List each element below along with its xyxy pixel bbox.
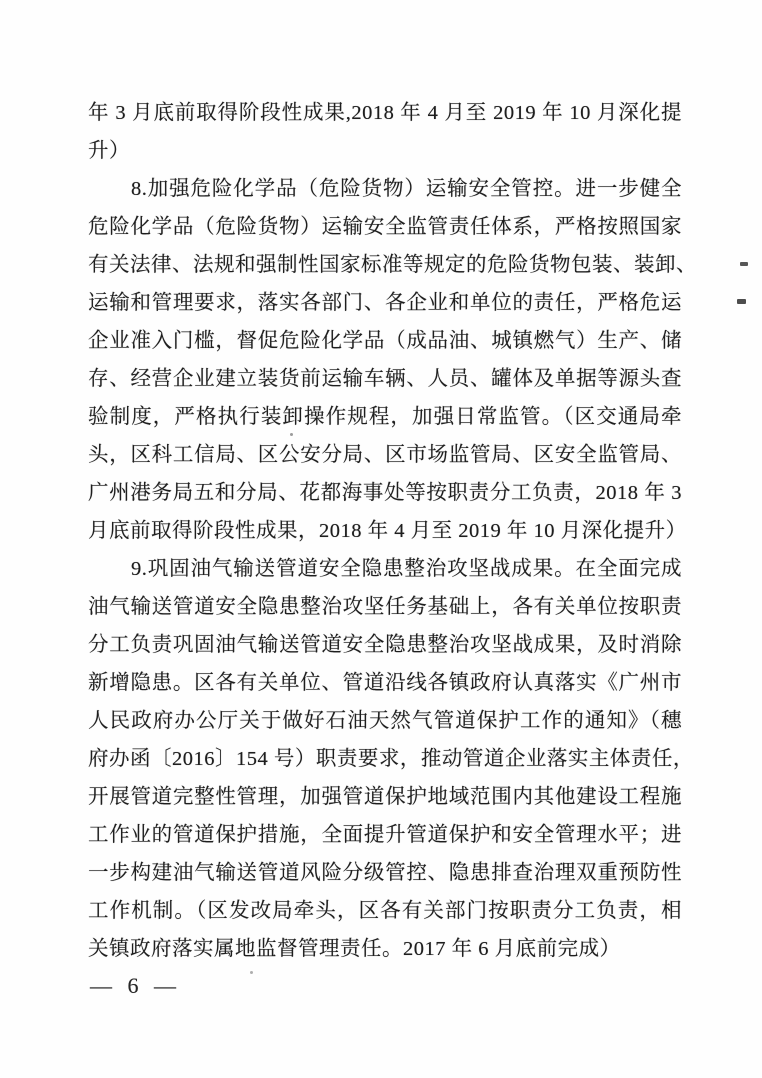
text-line: 8.加强危险化学品（危险货物）运输安全管控。进一步健全 <box>131 178 682 200</box>
text-line: 升） <box>88 140 130 162</box>
scan-artifact <box>250 971 253 974</box>
text-line: 关镇政府落实属地监督管理责任。2017 年 6 月底前完成） <box>88 938 621 960</box>
text-line: 一步构建油气输送管道风险分级管控、隐患排查治理双重预防性 <box>88 862 682 884</box>
text-line: 9.巩固油气输送管道安全隐患整治攻坚战成果。在全面完成 <box>131 558 682 580</box>
text-line: 油气输送管道安全隐患整治攻坚任务基础上，各有关单位按职责 <box>88 596 682 618</box>
text-line: 运输和管理要求，落实各部门、各企业和单位的责任，严格危运 <box>88 292 682 314</box>
text-line: 存、经营企业建立装货前运输车辆、人员、罐体及单据等源头查 <box>88 368 682 390</box>
text-line: 企业准入门槛，督促危险化学品（成品油、城镇燃气）生产、储 <box>88 330 682 352</box>
text-line: 府办函〔2016〕154 号）职责要求，推动管道企业落实主体责任， <box>88 748 694 770</box>
text-line: 有关法律、法规和强制性国家标准等规定的危险货物包装、装卸、 <box>88 254 697 276</box>
body-text <box>88 94 697 968</box>
text-line: 新增隐患。区各有关单位、管道沿线各镇政府认真落实《广州市 <box>88 672 682 694</box>
scan-artifact <box>740 262 748 266</box>
text-line: 人民政府办公厅关于做好石油天然气管道保护工作的通知》（穗 <box>88 710 682 732</box>
text-line: 头，区科工信局、区公安分局、区市场监管局、区安全监管局、 <box>88 444 682 466</box>
text-line: 验制度，严格执行装卸操作规程，加强日常监管。（区交通局牵 <box>88 406 682 428</box>
text-line: 广州港务局五和分局、花都海事处等按职责分工负责，2018 年 3 <box>88 482 682 504</box>
text-line: 危险化学品（危险货物）运输安全监管责任体系，严格按照国家 <box>88 216 682 238</box>
text-line: 开展管道完整性管理，加强管道保护地域范围内其他建设工程施 <box>88 786 682 808</box>
scan-artifact <box>290 433 293 436</box>
text-line: 工作机制。（区发改局牵头，区各有关部门按职责分工负责，相 <box>88 900 682 922</box>
text-line: 月底前取得阶段性成果，2018 年 4 月至 2019 年 10 月深化提升） <box>88 520 687 542</box>
scan-artifact <box>737 299 746 304</box>
page-number: — 6 — <box>90 973 181 998</box>
text-line: 工作业的管道保护措施，全面提升管道保护和安全管理水平；进 <box>88 824 682 846</box>
text-line: 年 3 月底前取得阶段性成果,2018 年 4 月至 2019 年 10 月深化提 <box>88 102 682 124</box>
text-line: 分工负责巩固油气输送管道安全隐患整治攻坚战成果，及时消除 <box>88 634 682 656</box>
